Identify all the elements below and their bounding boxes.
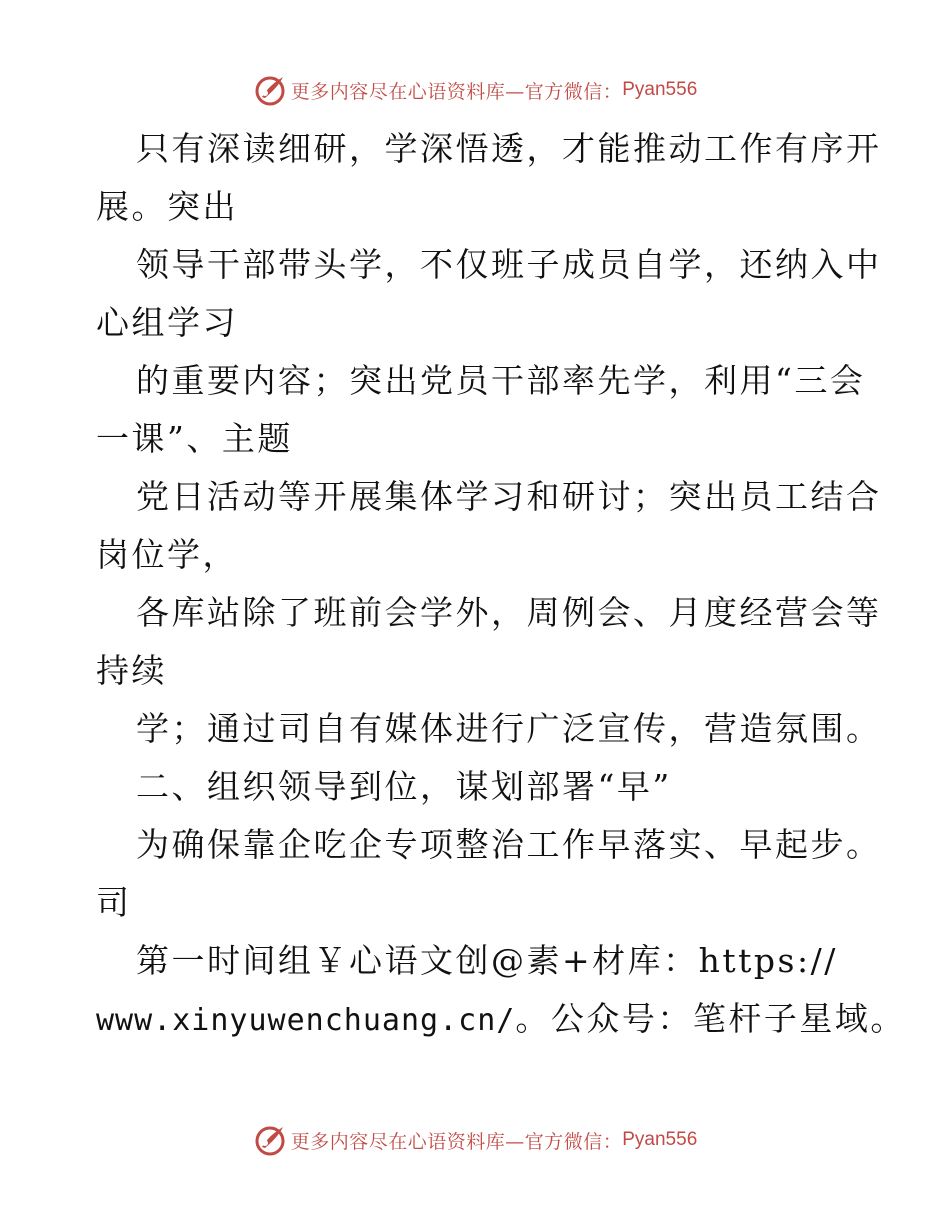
- paragraph-line: 一课”、主题: [96, 419, 293, 458]
- watermark-text: 更多内容尽在心语资料库—官方微信：: [290, 1130, 623, 1153]
- section-heading: 二、组织领导到位，谋划部署“早”: [136, 767, 672, 806]
- paragraph-line: 的重要内容；突出党员干部率先学，利用“三会: [136, 361, 866, 400]
- site-url-link[interactable]: www.xinyuwenchuang.cn/: [96, 1003, 516, 1038]
- paragraph-line: 各库站除了班前会学外，周例会、月度经营会等: [136, 593, 882, 632]
- quill-logo-icon: [253, 73, 287, 107]
- url-line: [96, 990, 906, 1048]
- paragraph-line: 司: [96, 883, 132, 922]
- watermark-text: 更多内容尽在心语资料库—官方微信：: [290, 80, 623, 103]
- paragraph-line: 党日活动等开展集体学习和研讨；突出员工结合: [136, 477, 882, 516]
- paragraph-line: 第一时间组￥心语文创@素+材库：https://: [136, 941, 838, 980]
- paragraph-line: 展。突出: [96, 187, 238, 226]
- paragraph-line: 为确保靠企吃企专项整治工作早落实、早起步。: [136, 825, 882, 864]
- public-account-text: 。公众号：笔杆子星域。: [515, 999, 906, 1038]
- paragraph-line: 持续: [96, 651, 167, 690]
- header-watermark: [0, 70, 950, 110]
- paragraph-line: 岗位学，: [96, 535, 238, 574]
- document-body: [96, 120, 906, 1048]
- watermark-wechat-id: Pyan556: [622, 1129, 698, 1150]
- paragraph-line: 学；通过司自有媒体进行广泛宣传，营造氛围。: [136, 709, 882, 748]
- paragraph-line: 心组学习: [96, 303, 238, 342]
- footer-watermark: [0, 1120, 950, 1160]
- quill-logo-icon: [253, 1123, 287, 1157]
- paragraph-line: 领导干部带头学，不仅班子成员自学，还纳入中: [136, 245, 882, 284]
- watermark-wechat-id: Pyan556: [622, 79, 698, 100]
- paragraph-line: 只有深读细研，学深悟透，才能推动工作有序开: [136, 129, 882, 168]
